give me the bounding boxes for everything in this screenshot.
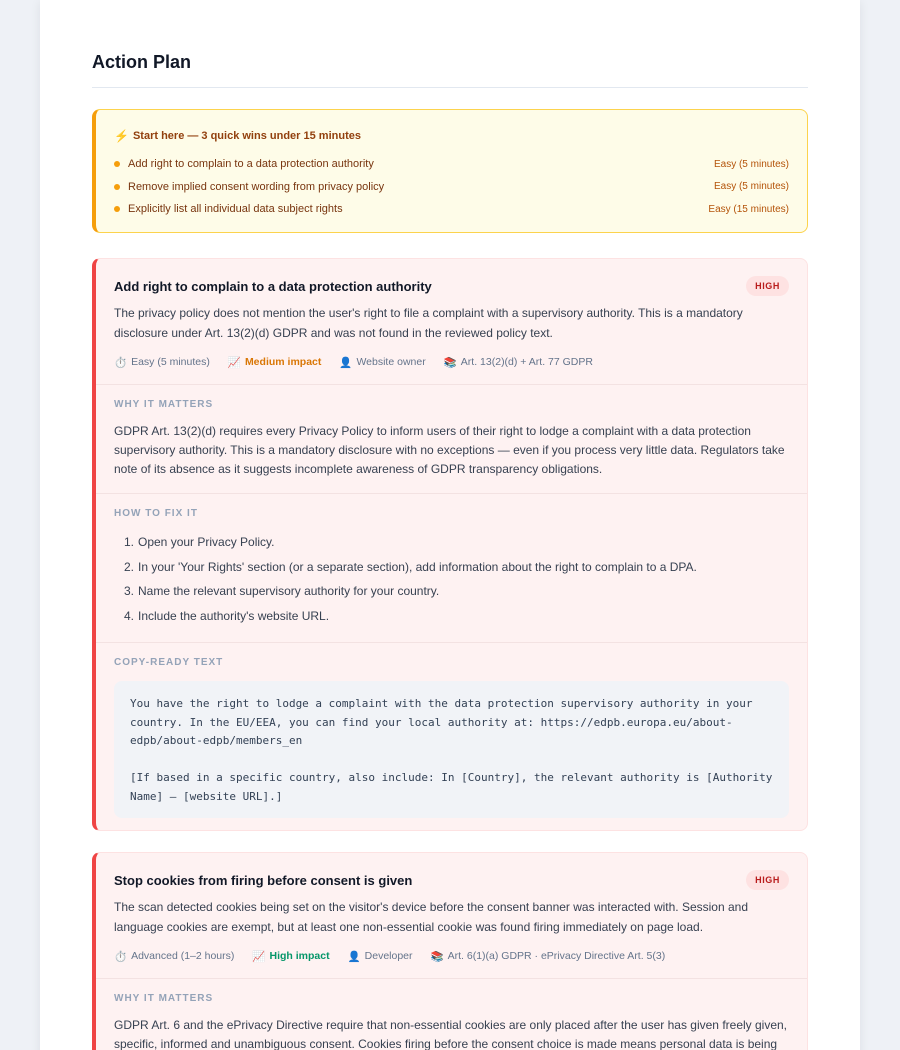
owner-text: Developer [364, 950, 413, 962]
effort-text: Advanced (1–2 hours) [131, 950, 235, 962]
stopwatch-icon: ⏱️ [114, 356, 128, 369]
person-icon: 👤 [347, 950, 361, 963]
finding-card [92, 258, 808, 831]
person-icon: 👤 [339, 356, 353, 369]
fix-steps-list [114, 530, 789, 628]
bullet-dot-icon [114, 206, 120, 212]
bullet-dot-icon [114, 161, 120, 167]
page-title: Action Plan [92, 52, 192, 72]
bullet-dot-icon [114, 184, 120, 190]
owner-meta [348, 950, 413, 963]
books-icon: 📚 [443, 356, 457, 369]
reference-meta [431, 950, 666, 963]
finding-card [92, 852, 808, 1050]
quick-win-effort: Easy (15 minutes) [708, 203, 789, 215]
impact-meta [228, 356, 322, 369]
owner-text: Website owner [356, 356, 426, 368]
quick-wins-heading-text: Start here — 3 quick wins under 15 minutes [132, 130, 361, 142]
step-number: 4. [123, 608, 134, 623]
finding-description: The scan detected cookies being set on the visitor's device before the consent banner was interacted with. Session and language cookies are exempt, but at least one non-essential cookie was found firing immediately on page load. [114, 900, 749, 934]
step-number: 2. [123, 559, 134, 574]
quick-win-text: Add right to complain to a data protection authority [128, 158, 374, 171]
quick-win-item[interactable] [114, 176, 789, 199]
step-text: In your 'Your Rights' section (or a separate section), add information about the right to complain to a DPA. [138, 559, 697, 574]
owner-meta [339, 356, 425, 369]
finding-meta [114, 352, 789, 372]
quick-win-effort: Easy (5 minutes) [713, 158, 789, 170]
reference-text: Art. 6(1)(a) GDPR · ePrivacy Directive Art. 5(3) [447, 950, 666, 962]
section-label: HOW TO FIX IT [114, 508, 198, 519]
step-number: 1. [123, 535, 134, 550]
reference-meta [444, 356, 593, 369]
impact-meta [252, 950, 329, 963]
why-it-matters-section [96, 385, 807, 494]
impact-text: High impact [269, 950, 330, 962]
effort-meta [114, 950, 234, 963]
quick-win-text: Explicitly list all individual data subject rights [128, 203, 343, 216]
step-text: Include the authority's website URL. [138, 608, 330, 623]
reference-text: Art. 13(2)(d) + Art. 77 GDPR [460, 356, 593, 368]
chart-increasing-icon: 📈 [227, 356, 241, 369]
quick-win-effort: Easy (5 minutes) [713, 181, 789, 193]
finding-header [96, 853, 807, 979]
quick-wins-list [114, 153, 789, 221]
severity-badge: HIGH [746, 870, 789, 890]
severity-badge: HIGH [746, 276, 789, 296]
section-label: WHY IT MATTERS [114, 399, 214, 410]
quick-win-item[interactable] [114, 153, 789, 176]
why-it-matters-section [96, 979, 807, 1050]
impact-text: Medium impact [244, 356, 322, 368]
why-it-matters-text: GDPR Art. 6 and the ePrivacy Directive require that non-essential cookies are only placed after the user has given freely given, specific, informed and unambiguous consent. Cookies firing before the consent choice is made means personal data is being [114, 1018, 788, 1050]
fix-step [114, 555, 789, 580]
step-text: Open your Privacy Policy. [138, 535, 275, 550]
chart-increasing-icon: 📈 [252, 950, 266, 963]
books-icon: 📚 [430, 950, 444, 963]
section-label: WHY IT MATTERS [114, 993, 214, 1004]
quick-wins-heading [114, 126, 789, 146]
finding-title: Add right to complain to a data protection authority [114, 278, 432, 294]
fix-step [114, 579, 789, 604]
step-number: 3. [123, 584, 134, 599]
fix-step [114, 604, 789, 629]
step-text: Name the relevant supervisory authority for your country. [138, 584, 440, 599]
lightning-icon: ⚡ [114, 129, 129, 143]
effort-text: Easy (5 minutes) [131, 356, 210, 368]
quick-wins-callout [92, 109, 808, 233]
copy-ready-section [96, 643, 807, 831]
finding-title: Stop cookies from firing before consent is given [114, 872, 413, 888]
finding-description: The privacy policy does not mention the user's right to file a complaint with a supervisory authority. This is a mandatory disclosure under Art. 13(2)(d) GDPR and was not found in the reviewed policy text. [114, 306, 743, 340]
action-plan-panel [40, 0, 860, 1050]
finding-meta [114, 946, 789, 966]
quick-win-text: Remove implied consent wording from privacy policy [128, 180, 385, 193]
copy-ready-text-block[interactable]: You have the right to lodge a complaint with the data protection supervisory authority in your country. In the EU/EEA, you can find your local authority at: https://edpb.europa.eu/about-edpb/about-edpb/members_en [If based in a specific country, also include: In [Country], the relevant authority is [Authority Name] — [website URL].] [114, 681, 789, 818]
finding-header [96, 259, 807, 385]
how-to-fix-section [96, 494, 807, 643]
why-it-matters-text: GDPR Art. 13(2)(d) requires every Privacy Policy to inform users of their right to lodge a complaint with a data protection supervisory authority. This is a mandatory disclosure with no exceptions — even if you process very little data. Regulators take note of its absence as it suggests incomplete awareness of GDPR transparency obligations. [114, 424, 785, 476]
title-divider [92, 87, 808, 88]
quick-win-item[interactable] [114, 198, 789, 221]
effort-meta [114, 356, 210, 369]
fix-step [114, 530, 789, 555]
stopwatch-icon: ⏱️ [114, 950, 128, 963]
section-label: COPY-READY TEXT [114, 657, 224, 668]
